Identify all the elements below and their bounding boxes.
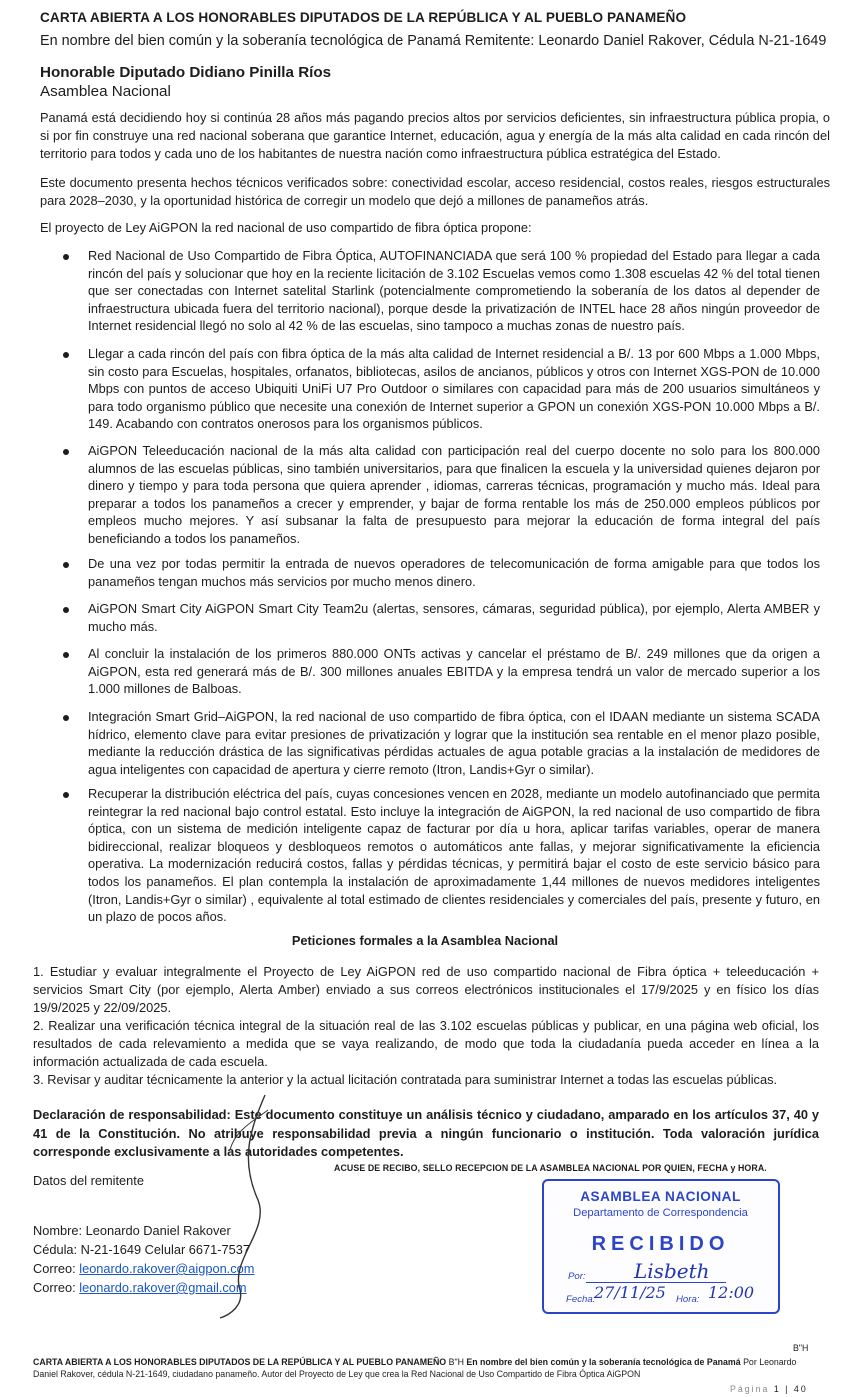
sender-id-phone: Cédula: N-21-1649 Celular 6671-7537 [33, 1242, 250, 1257]
stamp-por-signature: Lisbeth [634, 1259, 710, 1283]
stamp-hora-label: Hora: [676, 1294, 700, 1305]
bullet-marker [63, 652, 69, 658]
petition-item: 3. Revisar y auditar técnicamente la anterior y la actual licitación contratada para suministrar Internet a todas las escuelas públicas. [33, 1072, 778, 1087]
proposal-bullet: Llegar a cada rincón del país con fibra óptica de la más alta calidad de Internet residencial a B/. 13 por 600 Mbps a 1.000 Mbps, sin costo para Escuelas, hospitales, orfanatos, bibliotecas, asilos de ancianos, públicos y otros con Internet XGS-PON de 10.000 Mbps con puntos de acceso Ubiquiti UniFi U7 Pro Outdoor o similares con capacidad para más de 200 usuarios simultáneos y para todo organismo público que necesite una conexión de Internet superior a GPON un conexión XGS-PON 10.000 Mbps a B/. 149. Acabando con contratos onerosos para los organismos públicos. [88, 346, 820, 432]
footer-motto: En nombre del bien común y la soberanía tecnológica de Panamá [466, 1357, 741, 1367]
proposal-bullet: AiGPON Smart City AiGPON Smart City Team2u (alertas, sensores, cámaras, seguridad pública), por ejemplo, Alerta AMBER y mucho más. [88, 601, 820, 634]
stamp-title: ASAMBLEA NACIONAL [580, 1189, 741, 1204]
bullet-marker [63, 352, 69, 358]
stamp-por-label: Por: [568, 1271, 586, 1282]
proposal-bullet: De una vez por todas permitir la entrada de nuevos operadores de telecomunicación de forma amigable para que todos los panameños tengan muchos más servicios por mucho menos dinero. [88, 556, 820, 589]
stamp-fecha-label: Fecha: [566, 1294, 596, 1305]
addressee-name: Honorable Diputado Didiano Pinilla Ríos [40, 64, 332, 81]
sender-label: Datos del remitente [33, 1173, 144, 1188]
proposal-bullet: Integración Smart Grid–AiGPON, la red nacional de uso compartido de fibra óptica, con el IDAAN mediante un sistema SCADA hídrico, elemento clave para evitar presiones de privatización y lograr que la institución sea rentable en el menor plazo posible, mediante la reducción drástica de las significativas pérdidas actuales de agua potable gracias a la instalación de medidores de agua inteligentes con capacidad de apertura y cierre remoto (Itron, Landis+Gyr o similar). [88, 709, 820, 777]
acknowledgment-label: ACUSE DE RECIBO, SELLO RECEPCION DE LA ASAMBLEA NACIONAL POR QUIEN, FECHA y HORA. [334, 1163, 767, 1173]
petition-item: 2. Realizar una verificación técnica integral de la situación real de las 3.102 escuelas públicas y publicar, en una página web oficial, los resultados de cada relevamiento a medida que se vaya realizando, de modo que toda la ciudadanía pueda acceder en línea a la información actualizada de cada escuela. [33, 1018, 819, 1069]
footer-mark: B"H [446, 1357, 467, 1367]
proposal-bullet: AiGPON Teleeducación nacional de la más alta calidad con participación real del cuerpo docente no solo para los 800.000 alumnos de las escuelas públicas, sino también universitarios, para que finalicen la escuela y la universidad quienes dejaron por dinero y tiempo y para toda persona que quiera aprender , idiomas, carreras técnicas, programación y mucho más. Ideal para preparar a todos los panameños a crecer y emprender, y bajar de forma rentable los más de 250.000 empleos públicos por empleos mucho mejores. Y así subsanar la falta de presupuesto para mejorar la educación de forma integral del país beneficiando a todos los panameños. [88, 443, 820, 546]
page-current: 1 | [769, 1384, 794, 1394]
intro-paragraph: Panamá está decidiendo hoy si continúa 28 años más pagando precios altos por servicios deficientes, sin infraestructura pública propia, o si por fin construye una red nacional soberana que garantice Internet, educación, agua y energía de la más alta calidad en cada rincón del territorio para todos y cada uno de los habitantes de nuestra nación como infraestructura pública estratégica del Estado. [40, 110, 830, 161]
footer-author: Por Leonardo Daniel Rakover, cédula N-21-1649, ciudadano panameño. Autor del Proyecto de Ley que crea la Red Nacional de Uso Compartido de Fibra Óptica AiGPON [33, 1357, 797, 1379]
footer-title: CARTA ABIERTA A LOS HONORABLES DIPUTADOS DE LA REPÚBLICA Y AL PUEBLO PANAMEÑO [33, 1357, 447, 1367]
page-label: Página [730, 1384, 770, 1394]
bullet-marker [63, 715, 69, 721]
page-footer [33, 1356, 820, 1380]
email-label: Correo: [33, 1280, 80, 1295]
letter-title: CARTA ABIERTA A LOS HONORABLES DIPUTADOS DE LA REPÚBLICA Y AL PUEBLO PANAMEÑO [40, 10, 687, 25]
corner-mark: B"H [793, 1343, 809, 1353]
page-number [730, 1384, 808, 1394]
email-link-gmail[interactable]: leonardo.rakover@gmail.com [79, 1280, 247, 1295]
responsibility-declaration: Declaración de responsabilidad: Este documento constituye un análisis técnico y ciudadano, amparado en los artículos 37, 40 y 41 de la Constitución. No atribuye responsabilidad previa a ningún funcionario o institución. Toda valoración jurídica corresponde exclusivamente a las autoridades competentes. [33, 1107, 819, 1159]
sender-name: Nombre: Leonardo Daniel Rakover [33, 1223, 231, 1238]
email-label: Correo: [33, 1261, 80, 1276]
addressee-organization: Asamblea Nacional [40, 83, 171, 100]
petition-item: 1. Estudiar y evaluar integralmente el Proyecto de Ley AiGPON red de uso compartido nacional de Fibra óptica + teleeducación + servicios Smart City (por ejemplo, Alerta Amber) enviado a sus correos electrónicos institucionales el 17/9/2025 y en físico los días 19/9/2025 y 22/09/2025. [33, 964, 819, 1015]
letter-subtitle: En nombre del bien común y la soberanía tecnológica de Panamá Remitente: Leonardo Daniel Rakover, Cédula N-21-1649 [40, 33, 827, 49]
stamp-hora-value: 12:00 [708, 1283, 755, 1302]
reception-stamp [542, 1179, 780, 1314]
email-link-aigpon[interactable]: leonardo.rakover@aigpon.com [79, 1261, 255, 1276]
proposal-bullet: Recuperar la distribución eléctrica del país, cuyas concesiones vencen en 2028, mediante un modelo autofinanciado que permita reintegrar la red nacional bajo control estatal. Esto incluye la integración de AiGPON, la red nacional de uso compartido de fibra óptica, con un sistema de medición inteligente capaz de facturar por día u hora, aplicar tarifas variables, operar de manera bidireccional, realizar bloqueos y desbloqueos remotos o automáticos ante fallas, y mejorar significativamente la eficiencia operativa. La modernización reducirá costos, fallas y pérdidas técnicas, y permitirá bajar el costo de este servicio básico para todos los panameños. El plan contempla la instalación de aproximadamente 1,44 millones de nuevos medidores inteligentes (Itron, Landis+Gyr o similar) , equivalente al total estimado de clientes residenciales y comerciales del país, presente y futuro, en un plazo de pocos años. [88, 786, 821, 925]
bullet-marker [63, 254, 69, 260]
signature-stroke [210, 1090, 290, 1320]
intro-paragraph: El proyecto de Ley AiGPON la red nacional de uso compartido de fibra óptica propone: [40, 220, 532, 235]
petitions-heading: Peticiones formales a la Asamblea Nacional [291, 933, 559, 948]
stamp-fecha-value: 27/11/25 [594, 1283, 666, 1302]
bullet-marker [63, 607, 69, 613]
page-total: 40 [793, 1384, 808, 1394]
bullet-marker [63, 449, 69, 455]
bullet-marker [63, 792, 69, 798]
intro-paragraph: Este documento presenta hechos técnicos verificados sobre: conectividad escolar, acceso residencial, costos reales, riesgos estructurales para 2028–2030, y la oportunidad histórica de corregir un modelo que dejó a millones de panameños atrás. [40, 175, 830, 208]
proposal-bullet: Al concluir la instalación de los primeros 880.000 ONTs activas y cancelar el préstamo de B/. 249 millones que da origen a AiGPON, esta red generará más de B/. 300 millones anuales EBITDA y la empresa tendrá un valor de mercado superior a los 1.000 millones de Balboas. [88, 646, 820, 697]
bullet-marker [63, 562, 69, 568]
stamp-department: Departamento de Correspondencia [573, 1207, 748, 1219]
stamp-received: RECIBIDO [591, 1233, 730, 1255]
proposal-bullet: Red Nacional de Uso Compartido de Fibra Óptica, AUTOFINANCIADA que será 100 % propiedad del Estado para llegar a cada rincón del país y solucionar que hoy en la reciente licitación de 3.102 Escuelas vemos como 1.308 escuelas 42 % del total tienen que ser conectadas con Internet satelital Starlink (potencialmente comprometiendo la soberanía de los datos al depender de infraestructura ubicada fuera del territorio nacional), porque desde la privatización de INTEL hace 28 años ningún proveedor de Internet residencial llegó no solo al 42 % de las escuelas, sino tampoco a muchas zonas de nuestro país. [88, 248, 820, 334]
